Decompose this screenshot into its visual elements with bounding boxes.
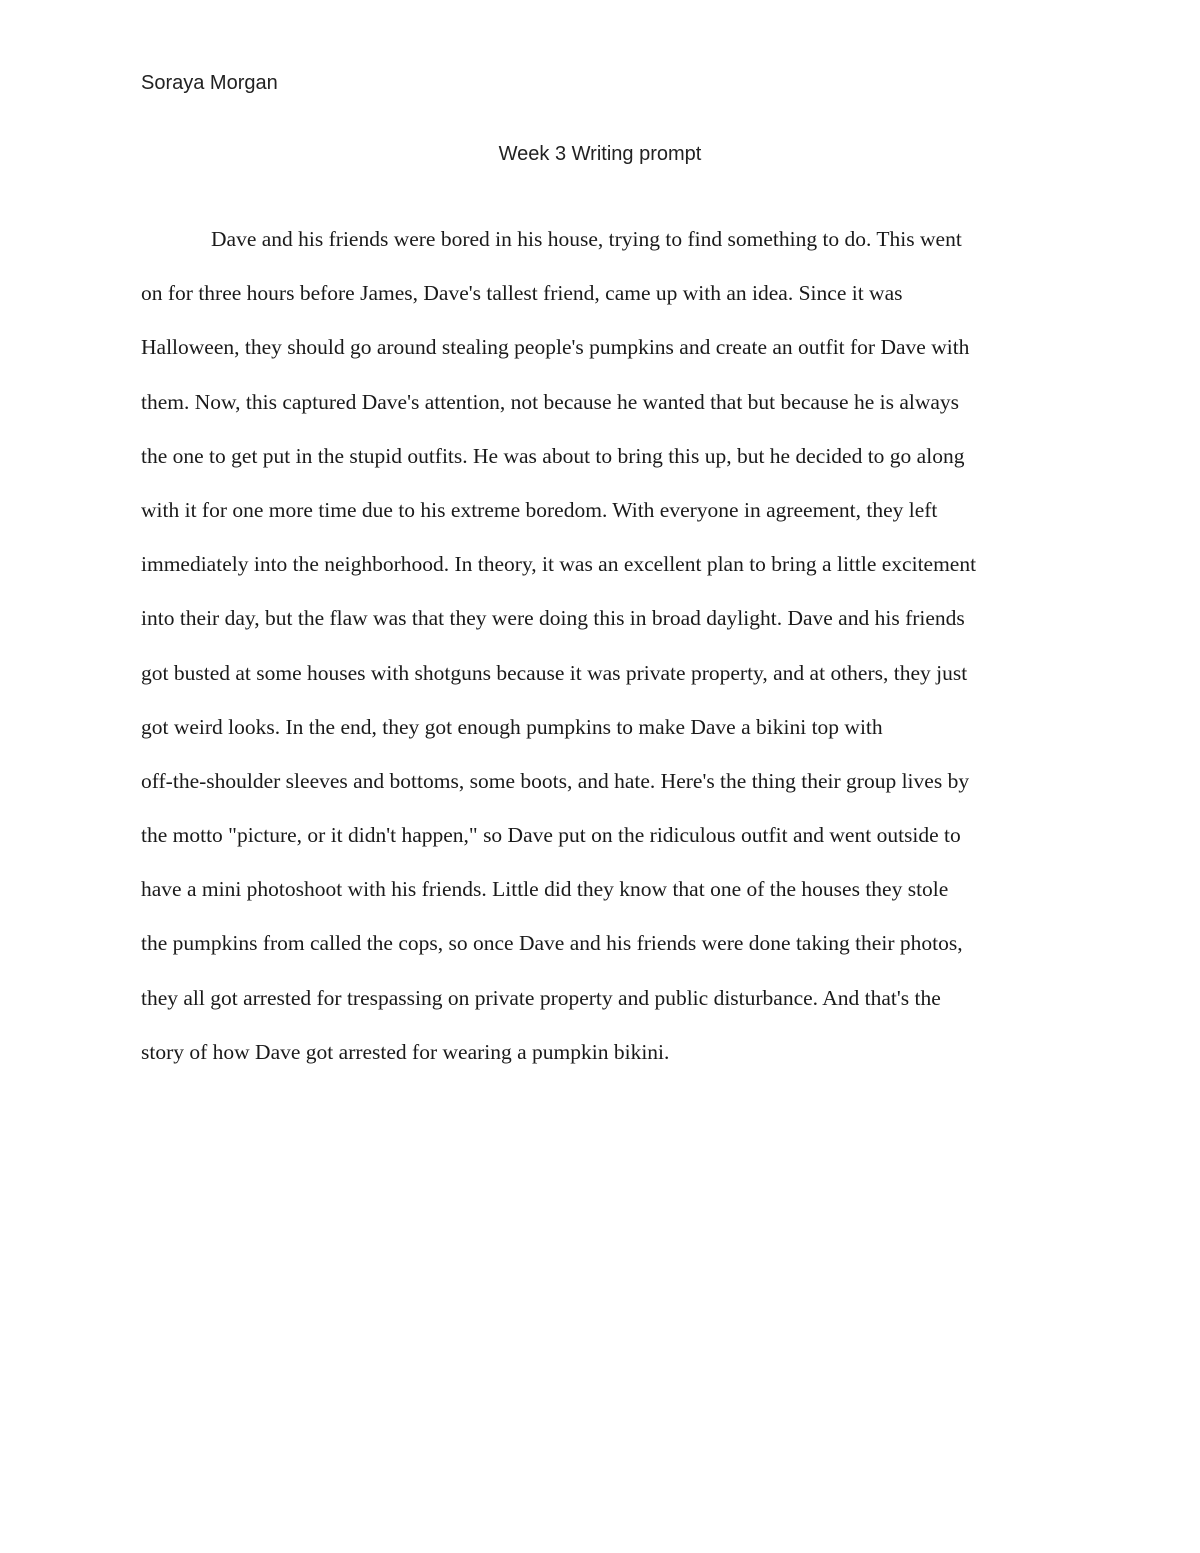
paragraph-line: with it for one more time due to his extreme boredom. With everyone in agreement, they left [141,497,938,522]
paragraph-line: immediately into the neighborhood. In theory, it was an excellent plan to bring a little excitement [141,552,977,577]
paragraph-line: the pumpkins from called the cops, so once Dave and his friends were done taking their photos, [141,931,963,956]
paragraph-line: they all got arrested for trespassing on private property and public disturbance. And that's the [141,985,941,1010]
paragraph-line: the one to get put in the stupid outfits. He was about to bring this up, but he decided to go along [141,443,965,468]
paragraph-line: off-the-shoulder sleeves and bottoms, some boots, and hate. Here's the thing their group lives by [141,768,970,793]
paragraph-line: Dave and his friends were bored in his house, trying to find something to do. This went [211,227,962,251]
essay-paragraph [141,224,1081,1091]
paragraph-line: into their day, but the flaw was that they were doing this in broad daylight. Dave and his friends [141,606,965,631]
author-name: Soraya Morgan [141,72,278,94]
paragraph-line: got busted at some houses with shotguns because it was private property, and at others, they just [141,660,968,685]
paragraph-line: them. Now, this captured Dave's attention, not because he wanted that but because he is always [141,389,960,414]
paragraph-line: the motto "picture, or it didn't happen," so Dave put on the ridiculous outfit and went outside to [141,823,961,848]
paragraph-line: have a mini photoshoot with his friends. Little did they know that one of the houses they stole [141,877,949,902]
document-title: Week 3 Writing prompt [498,143,702,165]
paragraph-line: Halloween, they should go around stealing people's pumpkins and create an outfit for Dave with [141,335,970,360]
paragraph-line: got weird looks. In the end, they got enough pumpkins to make Dave a bikini top with [141,714,883,739]
paragraph-line: story of how Dave got arrested for wearing a pumpkin bikini. [141,1039,670,1064]
paragraph-line: on for three hours before James, Dave's tallest friend, came up with an idea. Since it was [141,281,903,306]
